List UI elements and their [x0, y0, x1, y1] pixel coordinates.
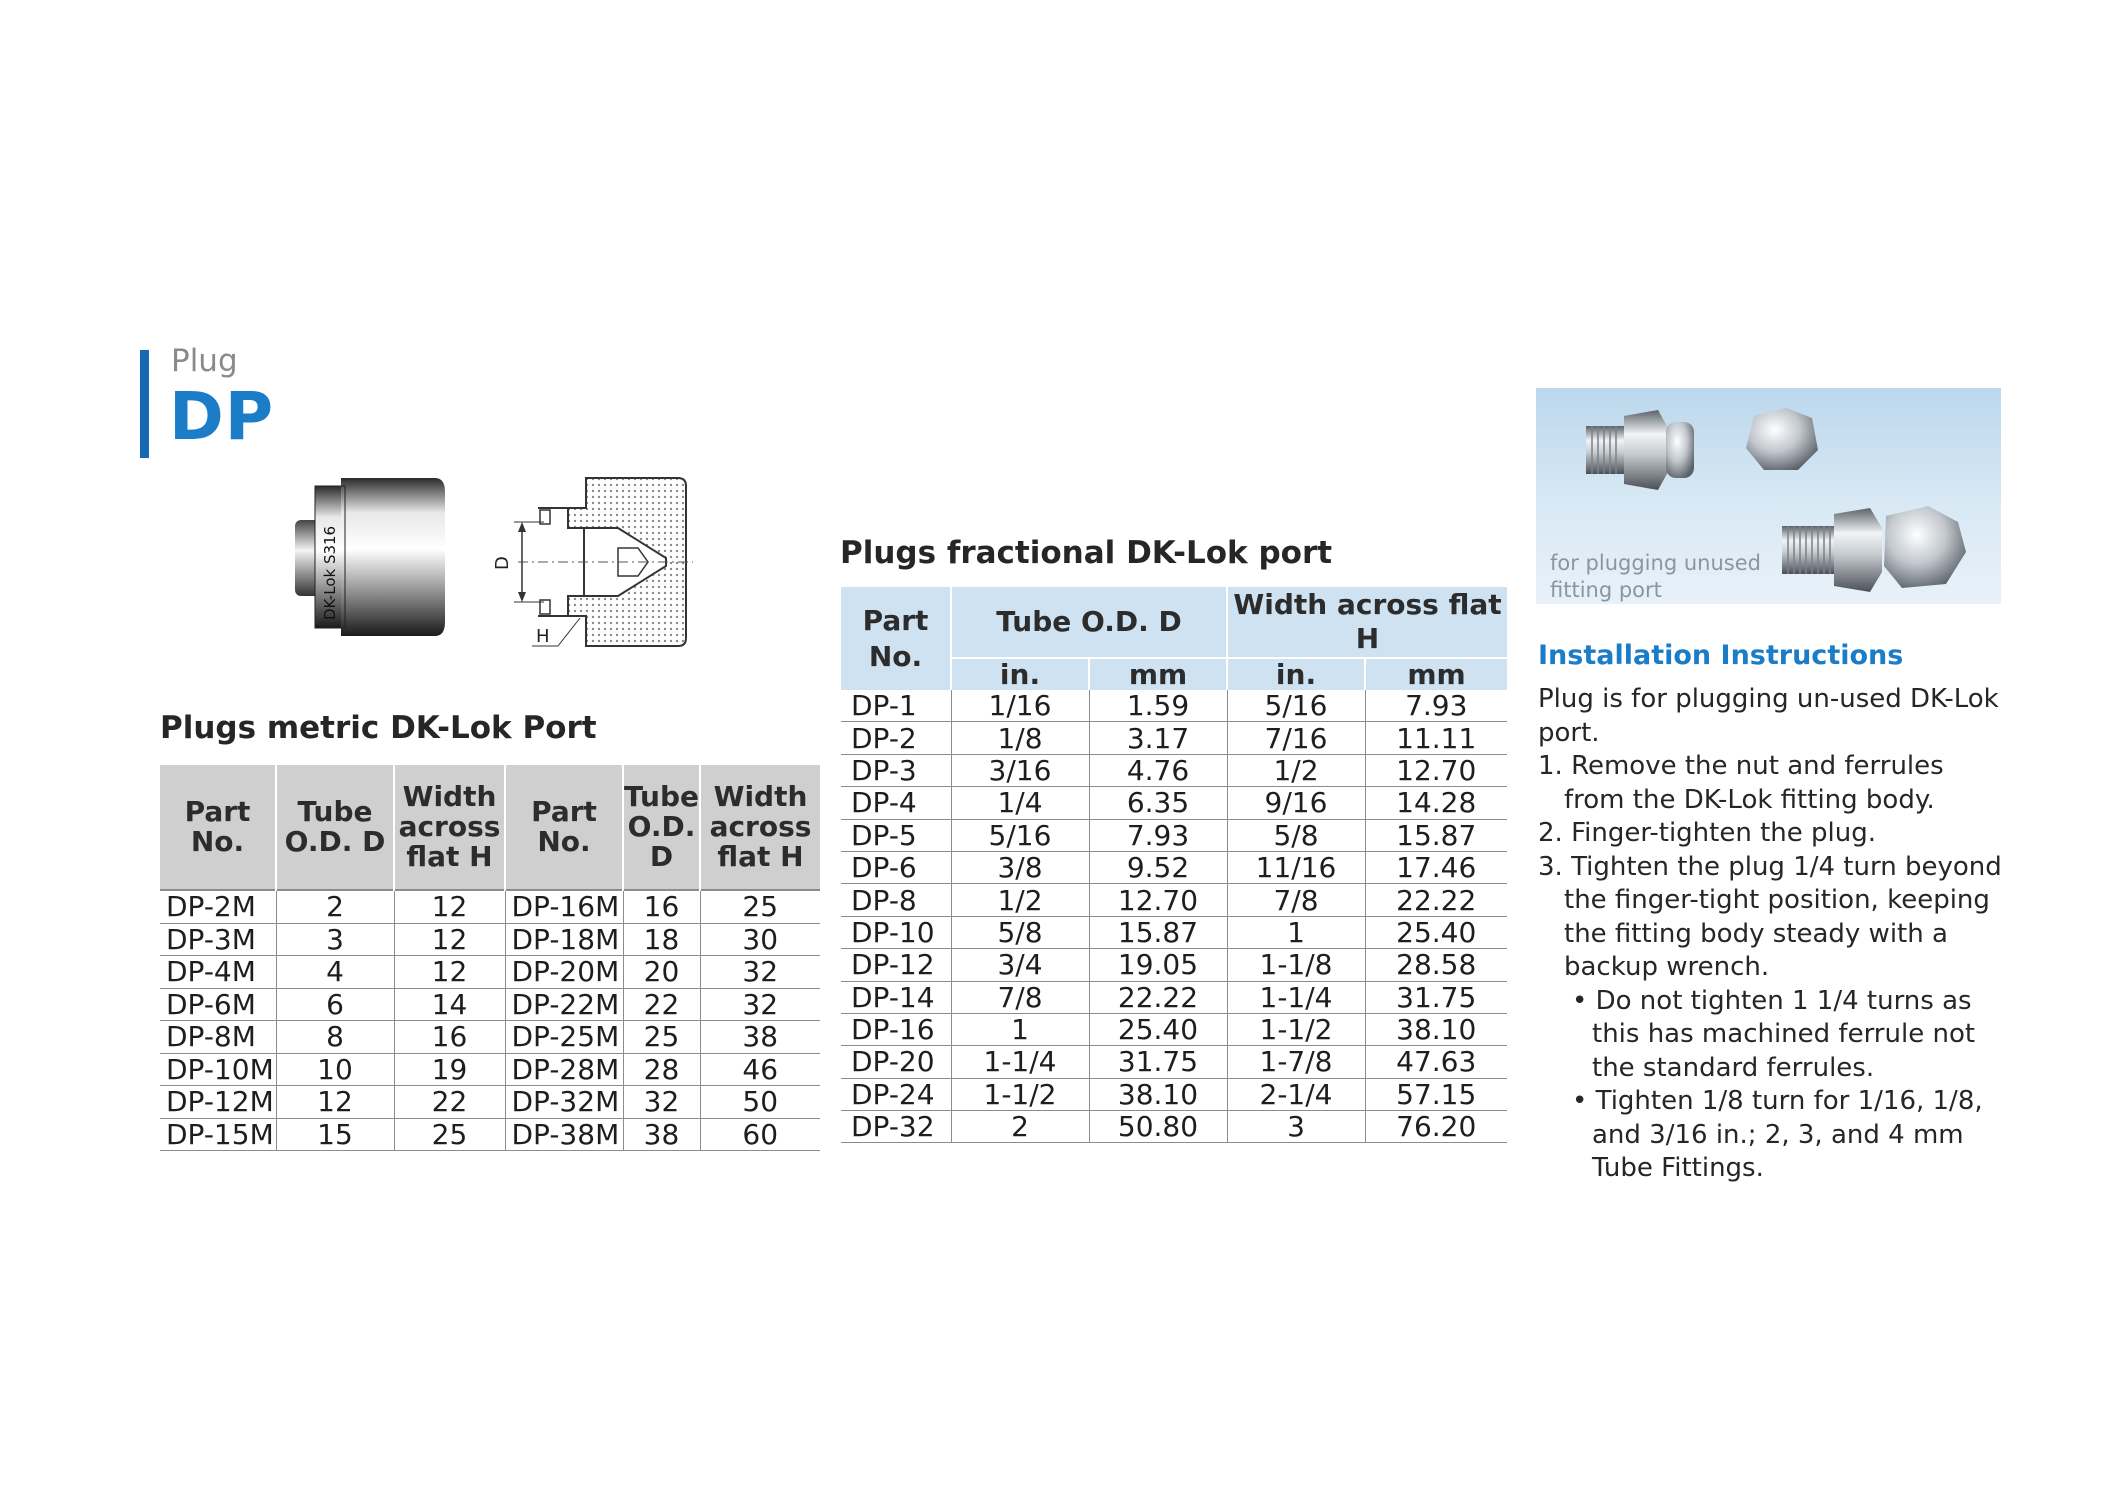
part-number-cell: DP-2 [841, 722, 951, 754]
metric-table [160, 765, 820, 1151]
table-row [841, 722, 1507, 754]
width-flat-mm-cell: 76.20 [1365, 1111, 1507, 1143]
width-flat-cell: 25 [394, 1118, 505, 1151]
tube-od-cell: 4 [276, 956, 394, 989]
tube-od-mm-cell: 1.59 [1089, 690, 1227, 722]
tube-od-mm-cell: 6.35 [1089, 787, 1227, 819]
metric-header-cell: Part No. [160, 765, 276, 890]
part-no-header: Part No. [841, 587, 951, 690]
table-row [841, 851, 1507, 883]
width-flat-mm-cell: 17.46 [1365, 851, 1507, 883]
table-row [841, 1111, 1507, 1143]
tube-od-mm-cell: 22.22 [1089, 981, 1227, 1013]
part-number-cell: DP-3M [160, 923, 276, 956]
installation-instructions [1538, 683, 2008, 1186]
width-flat-in-cell: 7/16 [1227, 722, 1365, 754]
table-row [160, 890, 820, 923]
metric-header-row [160, 765, 820, 890]
width-flat-cell: 22 [394, 1086, 505, 1119]
part-number-cell: DP-24 [841, 1078, 951, 1110]
table-row [160, 956, 820, 989]
part-number-cell: DP-2M [160, 890, 276, 923]
table-row [841, 1013, 1507, 1045]
tube-od-cell: 16 [623, 890, 700, 923]
tube-od-cell: 38 [623, 1118, 700, 1151]
tube-od-cell: 32 [623, 1086, 700, 1119]
metric-header-cell: Tube O.D. D [623, 765, 700, 890]
tube-od-in-cell: 1/16 [951, 690, 1089, 722]
tube-od-mm-cell: 4.76 [1089, 754, 1227, 786]
width-flat-cell: 50 [700, 1086, 820, 1119]
part-number-cell: DP-5 [841, 819, 951, 851]
width-flat-mm-cell: 38.10 [1365, 1013, 1507, 1045]
tube-od-cell: 6 [276, 988, 394, 1021]
table-row [160, 988, 820, 1021]
part-number-cell: DP-28M [505, 1053, 623, 1086]
width-flat-cell: 38 [700, 1021, 820, 1054]
unit-header: mm [1089, 658, 1227, 690]
table-row [160, 1086, 820, 1119]
width-flat-mm-cell: 14.28 [1365, 787, 1507, 819]
part-number-cell: DP-14 [841, 981, 951, 1013]
part-number-cell: DP-8 [841, 884, 951, 916]
tube-od-in-cell: 1/4 [951, 787, 1089, 819]
table-row [841, 981, 1507, 1013]
installation-note-text: Tighten 1/8 turn for 1/16, 1/8, and 3/16 in.; 2, 3, and 4 mm Tube Fittings. [1592, 1086, 1983, 1183]
tube-od-in-cell: 2 [951, 1111, 1089, 1143]
table-row [160, 1053, 820, 1086]
unit-header: in. [951, 658, 1089, 690]
width-flat-in-cell: 1/2 [1227, 754, 1365, 786]
width-flat-cell: 12 [394, 890, 505, 923]
metric-header-cell: Part No. [505, 765, 623, 890]
table-row [160, 1118, 820, 1151]
tube-od-cell: 25 [623, 1021, 700, 1054]
tube-od-cell: 28 [623, 1053, 700, 1086]
tube-od-cell: 3 [276, 923, 394, 956]
metric-header-cell: Tube O.D. D [276, 765, 394, 890]
plug-photo [285, 470, 445, 645]
part-number-cell: DP-6M [160, 988, 276, 1021]
part-number-cell: DP-38M [505, 1118, 623, 1151]
fractional-table-title: Plugs fractional DK-Lok port [840, 535, 1333, 571]
part-number-cell: DP-4M [160, 956, 276, 989]
table-row [841, 819, 1507, 851]
tube-od-in-cell: 1-1/2 [951, 1078, 1089, 1110]
part-number-cell: DP-12 [841, 949, 951, 981]
tube-od-mm-cell: 7.93 [1089, 819, 1227, 851]
width-flat-in-cell: 5/8 [1227, 819, 1365, 851]
width-flat-in-cell: 1 [1227, 916, 1365, 948]
table-row [160, 923, 820, 956]
tube-od-header: Tube O.D. D [951, 587, 1227, 658]
width-flat-mm-cell: 31.75 [1365, 981, 1507, 1013]
width-flat-in-cell: 2-1/4 [1227, 1078, 1365, 1110]
tube-od-in-cell: 1/2 [951, 884, 1089, 916]
width-flat-mm-cell: 11.11 [1365, 722, 1507, 754]
width-flat-mm-cell: 15.87 [1365, 819, 1507, 851]
width-flat-in-cell: 9/16 [1227, 787, 1365, 819]
tube-od-in-cell: 3/16 [951, 754, 1089, 786]
table-row [841, 690, 1507, 722]
tube-od-mm-cell: 25.40 [1089, 1013, 1227, 1045]
caption-line: for plugging unused [1550, 551, 1761, 575]
application-photo [1536, 388, 2001, 604]
tube-od-mm-cell: 3.17 [1089, 722, 1227, 754]
width-flat-mm-cell: 47.63 [1365, 1046, 1507, 1078]
part-number-cell: DP-8M [160, 1021, 276, 1054]
width-flat-in-cell: 11/16 [1227, 851, 1365, 883]
width-flat-in-cell: 3 [1227, 1111, 1365, 1143]
tube-od-cell: 8 [276, 1021, 394, 1054]
width-flat-in-cell: 1-1/8 [1227, 949, 1365, 981]
tube-od-mm-cell: 38.10 [1089, 1078, 1227, 1110]
tube-od-mm-cell: 31.75 [1089, 1046, 1227, 1078]
dimension-h-label: H [536, 626, 550, 647]
table-row [841, 949, 1507, 981]
tube-od-cell: 15 [276, 1118, 394, 1151]
width-flat-cell: 12 [394, 956, 505, 989]
fractional-header-row [841, 587, 1507, 658]
width-flat-cell: 25 [700, 890, 820, 923]
installation-note-text: Do not tighten 1 1/4 turns as this has machined ferrule not the standard ferrules. [1592, 985, 1976, 1083]
width-flat-cell: 46 [700, 1053, 820, 1086]
category-label: Plug [171, 343, 238, 379]
width-flat-mm-cell: 12.70 [1365, 754, 1507, 786]
tube-od-cell: 20 [623, 956, 700, 989]
metric-table-title: Plugs metric DK-Lok Port [160, 710, 597, 746]
caption-line: fitting port [1550, 578, 1662, 602]
tube-od-in-cell: 3/8 [951, 851, 1089, 883]
installation-title: Installation Instructions [1538, 640, 1904, 671]
tube-od-mm-cell: 50.80 [1089, 1111, 1227, 1143]
part-number-cell: DP-20 [841, 1046, 951, 1078]
table-row [841, 916, 1507, 948]
model-title: DP [169, 378, 275, 455]
width-flat-mm-cell: 57.15 [1365, 1078, 1507, 1110]
width-flat-in-cell: 1-1/4 [1227, 981, 1365, 1013]
dimension-d-label: D [492, 556, 513, 570]
width-flat-cell: 32 [700, 956, 820, 989]
installation-intro: Plug is for plugging un-used DK-Lok port. [1538, 684, 1999, 748]
width-flat-cell: 19 [394, 1053, 505, 1086]
metric-header-cell: Width across flat H [700, 765, 820, 890]
tube-od-in-cell: 1-1/4 [951, 1046, 1089, 1078]
part-number-cell: DP-16M [505, 890, 623, 923]
table-row [841, 787, 1507, 819]
installation-step: 3. Tighten the plug 1/4 turn beyond the finger-tight position, keeping the fitting body steady with a backup wrench. [1538, 851, 2002, 982]
table-row [841, 1078, 1507, 1110]
section-drawing [488, 470, 698, 655]
tube-od-in-cell: 1/8 [951, 722, 1089, 754]
body-marking: DK-Lok S316 [321, 525, 339, 620]
installation-step: 1. Remove the nut and ferrules from the DK-Lok fitting body. [1538, 751, 1944, 815]
unit-header: in. [1227, 658, 1365, 690]
part-number-cell: DP-16 [841, 1013, 951, 1045]
part-number-cell: DP-6 [841, 851, 951, 883]
width-flat-cell: 30 [700, 923, 820, 956]
part-number-cell: DP-12M [160, 1086, 276, 1119]
tube-od-cell: 12 [276, 1086, 394, 1119]
width-flat-cell: 32 [700, 988, 820, 1021]
width-flat-in-cell: 7/8 [1227, 884, 1365, 916]
part-number-cell: DP-22M [505, 988, 623, 1021]
part-number-cell: DP-32M [505, 1086, 623, 1119]
tube-od-in-cell: 3/4 [951, 949, 1089, 981]
accent-bar [140, 350, 149, 458]
width-flat-cell: 16 [394, 1021, 505, 1054]
table-row [841, 884, 1507, 916]
width-flat-mm-cell: 22.22 [1365, 884, 1507, 916]
tube-od-mm-cell: 15.87 [1089, 916, 1227, 948]
width-flat-cell: 12 [394, 923, 505, 956]
tube-od-in-cell: 7/8 [951, 981, 1089, 1013]
part-number-cell: DP-32 [841, 1111, 951, 1143]
tube-od-mm-cell: 12.70 [1089, 884, 1227, 916]
part-number-cell: DP-25M [505, 1021, 623, 1054]
table-row [841, 1046, 1507, 1078]
part-number-cell: DP-1 [841, 690, 951, 722]
width-flat-in-cell: 5/16 [1227, 690, 1365, 722]
photo-caption [1550, 550, 1761, 604]
table-row [841, 754, 1507, 786]
width-flat-cell: 60 [700, 1118, 820, 1151]
tube-od-cell: 2 [276, 890, 394, 923]
part-number-cell: DP-15M [160, 1118, 276, 1151]
installation-step: 2. Finger-tighten the plug. [1538, 818, 1876, 848]
tube-od-in-cell: 5/16 [951, 819, 1089, 851]
tube-od-mm-cell: 19.05 [1089, 949, 1227, 981]
installation-note: • Tighten 1/8 turn for 1/16, 1/8, and 3/16 in.; 2, 3, and 4 mm Tube Fittings. [1572, 1086, 1983, 1183]
part-number-cell: DP-10 [841, 916, 951, 948]
part-number-cell: DP-10M [160, 1053, 276, 1086]
width-flat-in-cell: 1-1/2 [1227, 1013, 1365, 1045]
fractional-table [841, 587, 1507, 1143]
installation-note: • Do not tighten 1 1/4 turns as this has machined ferrule not the standard ferrules. [1572, 985, 1976, 1083]
tube-od-cell: 18 [623, 923, 700, 956]
part-number-cell: DP-18M [505, 923, 623, 956]
tube-od-cell: 10 [276, 1053, 394, 1086]
width-flat-header: Width across flat H [1227, 587, 1507, 658]
width-flat-mm-cell: 7.93 [1365, 690, 1507, 722]
table-row [160, 1021, 820, 1054]
width-flat-mm-cell: 28.58 [1365, 949, 1507, 981]
width-flat-mm-cell: 25.40 [1365, 916, 1507, 948]
part-number-cell: DP-3 [841, 754, 951, 786]
part-number-cell: DP-4 [841, 787, 951, 819]
width-flat-cell: 14 [394, 988, 505, 1021]
tube-od-mm-cell: 9.52 [1089, 851, 1227, 883]
width-flat-in-cell: 1-7/8 [1227, 1046, 1365, 1078]
metric-header-cell: Width across flat H [394, 765, 505, 890]
unit-header: mm [1365, 658, 1507, 690]
tube-od-cell: 22 [623, 988, 700, 1021]
tube-od-in-cell: 5/8 [951, 916, 1089, 948]
tube-od-in-cell: 1 [951, 1013, 1089, 1045]
part-number-cell: DP-20M [505, 956, 623, 989]
